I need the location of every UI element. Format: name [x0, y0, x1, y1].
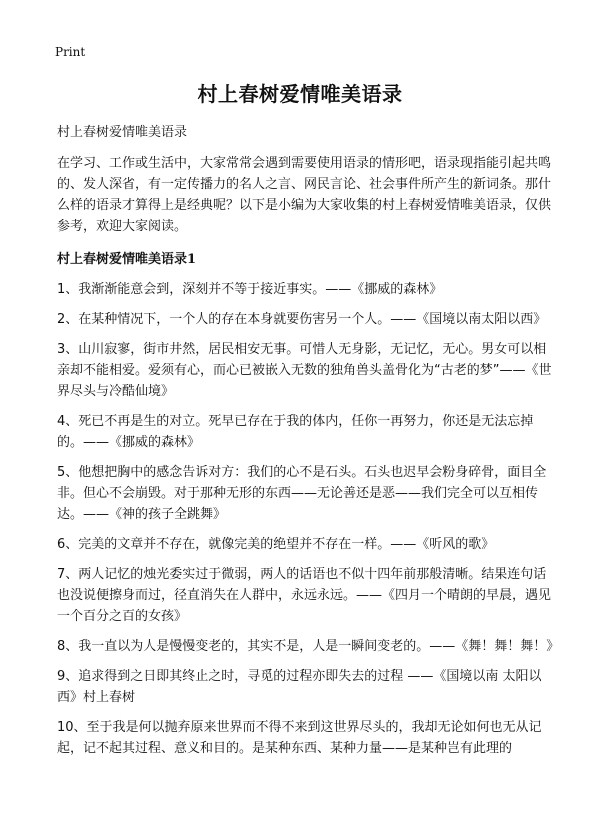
article-body: [57, 122, 560, 768]
quote-item: 9、追求得到之日即其终止之时，寻觅的过程亦即失去的过程 ——《国境以南 太阳以西》村上春树: [57, 669, 542, 705]
quote-item: 7、两人记忆的烛光委实过于微弱，两人的话语也不似十四年前那般清晰。结果连句话也没说便擦身而过，径直消失在人群中，永远永远。——《四月一个晴朗的早晨，遇见一个百分之百的女孩》: [57, 567, 552, 624]
quote-item: 2、在某种情况下，一个人的存在本身就要伤害另一个人。——《国境以南太阳以西》: [57, 312, 547, 327]
quote-item: 8、我一直以为人是慢慢变老的，其实不是，人是一瞬间变老的。——《舞！舞！舞！》: [57, 639, 560, 654]
quote-item: 1、我渐渐能意会到，深刻并不等于接近事实。——《挪威的森林》: [57, 282, 443, 297]
intro-paragraph: 在学习、工作或生活中，大家常常会遇到需要使用语录的情形吧，语录现指能引起共鸣的、发人深省，有一定传播力的名人之言、网民言论、社会事件所产生的新词条。那什么样的语录才算得上是经典呢？以下是小编为大家收集的村上春树爱情唯美语录，仅供参考，欢迎大家阅读。: [57, 156, 552, 234]
quote-item: 4、死已不再是生的对立。死早已存在于我的体内，任你一再努力，你还是无法忘掉的。——《挪威的森林》: [57, 414, 534, 450]
article-subtitle: 村上春树爱情唯美语录: [57, 125, 188, 140]
quote-item: 3、山川寂寥，街市井然，居民相安无事。可惜人无身影，无记忆，无心。男女可以相亲却不能相爱。爱须有心，而心已被嵌入无数的独角兽头盖骨化为“古老的梦”——《世界尽头与冷酷仙境》: [57, 342, 552, 399]
section-heading: 村上春树爱情唯美语录1: [57, 252, 197, 267]
quote-item: 5、他想把胸中的感念告诉对方：我们的心不是石头。石头也迟早会粉身碎骨，面目全非。但心不会崩毁。对于那种无形的东西——无论善还是恶——我们完全可以互相传达。——《神的孩子全跳舞》: [57, 465, 547, 522]
quote-item: 6、完美的文章并不存在，就像完美的绝望并不存在一样。——《听风的歌》: [57, 537, 495, 552]
page-title: 村上春树爱情唯美语录: [197, 82, 403, 106]
quote-item: 10、至于我是何以抛弃原来世界而不得不来到这世界尽头的，我却无论如何也无从记起，记不起其过程、意义和目的。是某种东西、某种力量——是某种岂有此理的: [57, 720, 542, 756]
print-link[interactable]: Print: [55, 45, 86, 59]
